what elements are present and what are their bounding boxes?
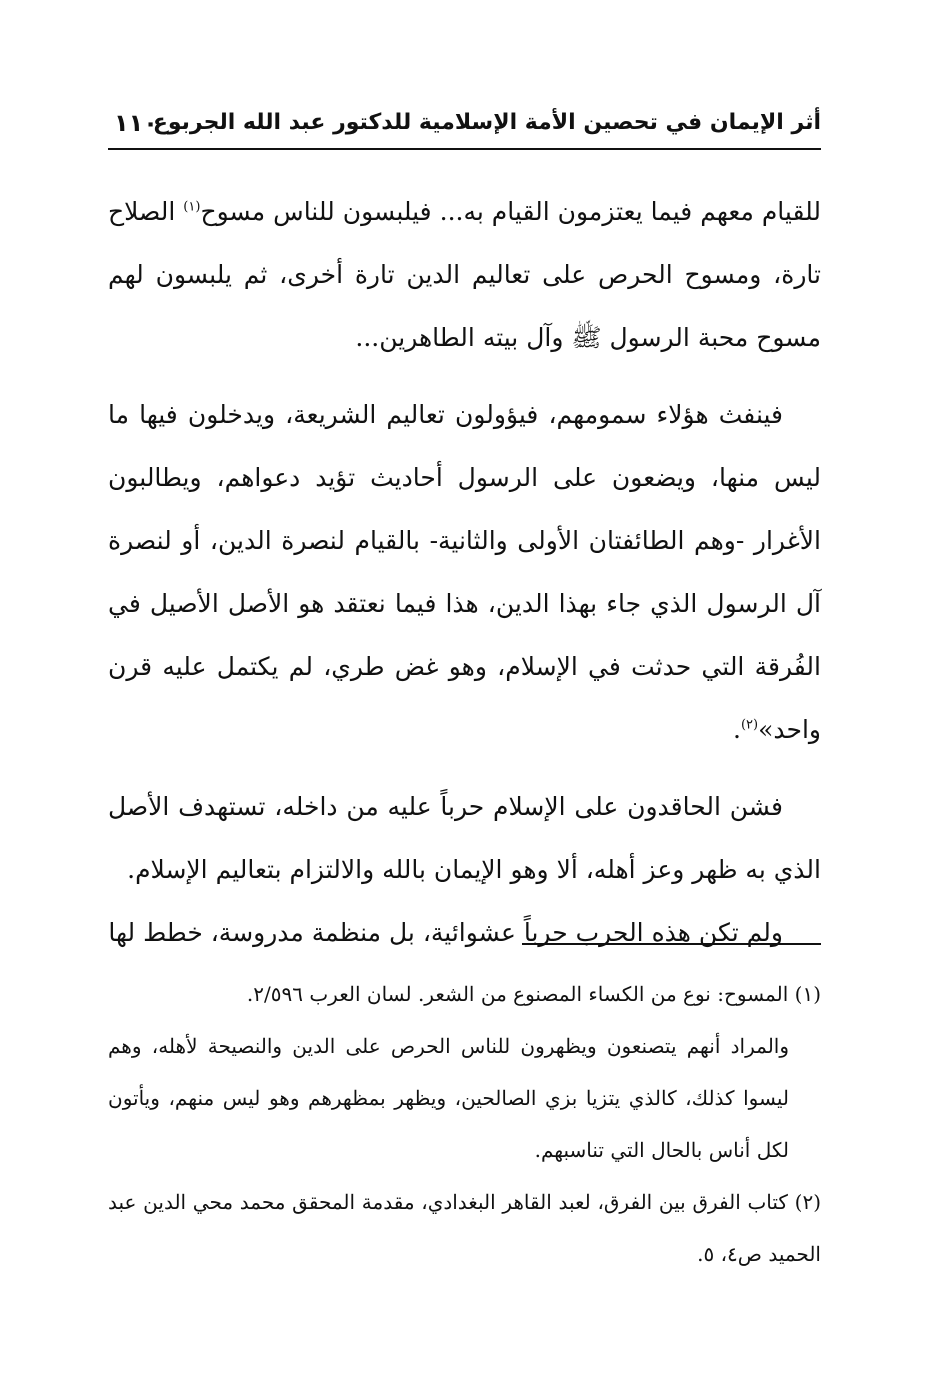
- paragraph-2-text: فينفث هؤلاء سمومهم، فيؤولون تعاليم الشريعة، ويدخلون فيها ما ليس منها، ويضعون على الرسول أحاديث تؤيد دعواهم، ويطالبون الأغرار -وهم الطائفتان الأولى والثانية- بالقيام لنصرة الدين، أو لنصرة آل الرسول الذي جاء بهذا الدين، هذا فيما نعتقد هو الأصل الأصيل في الفُرقة التي حدثت في الإسلام، وهو غض طري، لم يكتمل عليه قرن واحد»: [108, 400, 821, 744]
- footnote-2: (٢) كتاب الفرق بين الفرق، لعبد القاهر البغدادي، مقدمة المحقق محمد محي الدين عبد الحميد ص٤، ٥.: [108, 1190, 821, 1266]
- running-header: [108, 104, 821, 150]
- footnote-1: (١) المسوح: نوع من الكساء المصنوع من الشعر. لسان العرب ٢/٥٩٦.: [246, 982, 821, 1006]
- footnotes: [108, 968, 821, 1280]
- paragraph-4: ولم تكن هذه الحرب حرباً عشوائية، بل منظمة مدروسة، خطط لها: [108, 918, 783, 947]
- paragraph-1-text-b: الصلاح تارة، ومسوح الحرص على تعاليم الدين تارة أخرى، ثم يلبسون لهم مسوح محبة الرسول ﷺ وآل بيته الطاهرين...: [108, 197, 821, 352]
- footnote-separator: [522, 943, 821, 945]
- footnote-ref-2: (٢): [740, 717, 759, 733]
- paragraph-3: فشن الحاقدون على الإسلام حرباً عليه من داخله، تستهدف الأصل الذي به ظهر وعز أهله، ألا وهو الإيمان بالله والالتزام بتعاليم الإسلام.: [108, 792, 821, 884]
- page-number: ١١٠: [114, 109, 158, 137]
- footnote-ref-1: (١): [183, 199, 201, 215]
- running-header-title: أثر الإيمان في تحصين الأمة الإسلامية للدكتور عبد الله الجربوع: [152, 110, 821, 135]
- paragraph-2-end: .: [733, 715, 741, 744]
- paragraph-2: [108, 383, 821, 761]
- paragraph-1: [108, 180, 821, 369]
- main-text: [108, 180, 821, 964]
- paragraph-1-text-a: للقيام معهم فيما يعتزمون القيام به... فيلبسون للناس مسوح: [200, 197, 821, 226]
- footnote-1-continuation: والمراد أنهم يتصنعون ويظهرون للناس الحرص على الدين والنصيحة لأهله، وهم ليسوا كذلك، كالذي يتزيا بزي الصالحين، ويظهر بمظهرهم وهو ليس منهم، ويأتون لكل أناس بالحال التي تناسبهم.: [108, 1034, 789, 1162]
